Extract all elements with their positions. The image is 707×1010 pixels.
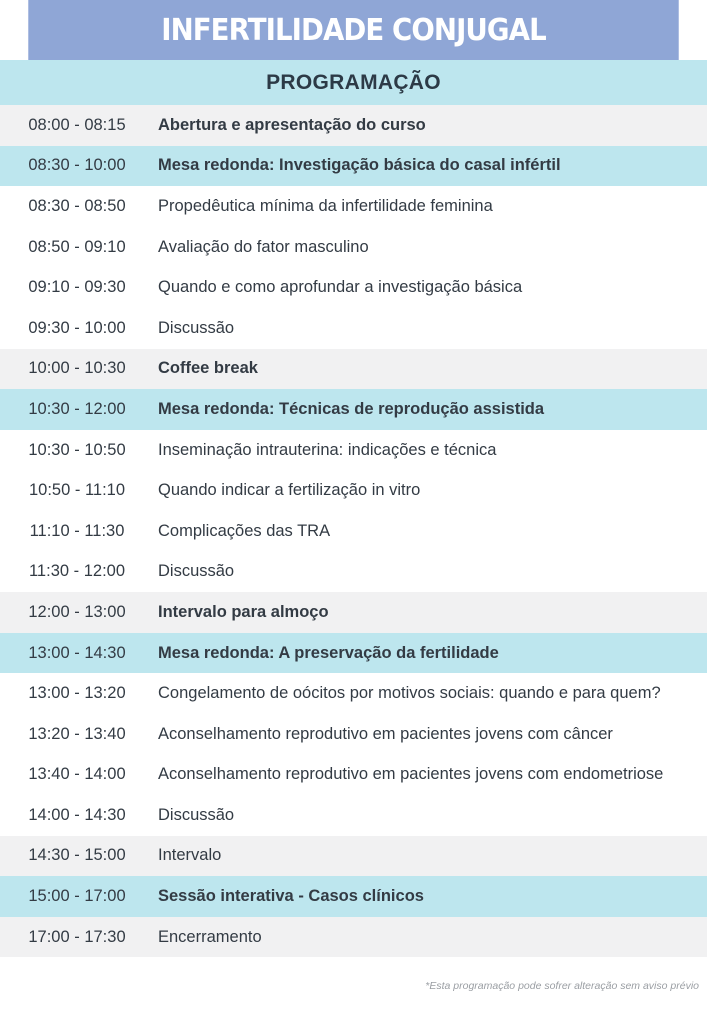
schedule-row [0,917,707,958]
schedule-label: Abertura e apresentação do curso [158,115,426,134]
schedule-label: Inseminação intrauterina: indicações e técnica [158,440,497,459]
schedule-time: 09:30 - 10:00 [28,318,126,337]
schedule-time: 10:00 - 10:30 [28,359,126,378]
schedule-label: Sessão interativa - Casos clínicos [158,887,424,906]
schedule-row [0,552,707,593]
schedule-row [0,592,707,633]
schedule-label: Avaliação do fator masculino [158,237,369,256]
schedule-label: Mesa redonda: Técnicas de reprodução assistida [158,399,545,418]
schedule-row [0,470,707,511]
schedule-label: Quando indicar a fertilização in vitro [158,481,421,500]
schedule-label: Congelamento de oócitos por motivos sociais: quando e para quem? [158,684,661,703]
schedule-label: Aconselhamento reprodutivo em pacientes jovens com endometriose [158,765,664,784]
schedule-label: Propedêutica mínima da infertilidade feminina [158,196,493,215]
schedule-time: 13:00 - 14:30 [28,643,126,662]
schedule-label: Intervalo [158,846,222,865]
schedule-label: Mesa redonda: Investigação básica do casal infértil [158,156,561,175]
schedule-time: 12:00 - 13:00 [28,602,126,621]
schedule-row [0,511,707,552]
schedule-row [0,186,707,227]
schedule-label: Discussão [158,562,235,581]
schedule-time: 17:00 - 17:30 [28,927,126,946]
schedule-time: 10:30 - 10:50 [28,440,126,459]
schedule-time: 08:30 - 10:00 [28,156,126,175]
schedule-row [0,308,707,349]
schedule-row [0,673,707,714]
page-title: INFERTILIDADE CONJUGAL [28,0,678,60]
schedule-label: Mesa redonda: A preservação da fertilidade [158,643,499,662]
schedule-time: 10:30 - 12:00 [28,399,126,418]
schedule-row [0,755,707,796]
schedule-row [0,267,707,308]
section-title: PROGRAMAÇÃO [0,60,707,105]
schedule-time: 13:40 - 14:00 [28,765,126,784]
schedule-time: 09:10 - 09:30 [28,278,126,297]
schedule-row [0,795,707,836]
schedule-row [0,105,707,146]
schedule-row [0,876,707,917]
schedule-row [0,430,707,471]
schedule-label: Quando e como aprofundar a investigação básica [158,278,523,297]
schedule-label: Aconselhamento reprodutivo em pacientes jovens com câncer [158,724,613,743]
schedule-row [0,714,707,755]
schedule-time: 08:00 - 08:15 [28,115,126,134]
schedule-label: Intervalo para almoço [158,602,329,621]
footnote: *Esta programação pode sofrer alteração sem aviso prévio [425,980,699,992]
schedule-row [0,836,707,877]
schedule-row [0,349,707,390]
schedule-label: Coffee break [158,359,258,378]
schedule-list [0,105,707,957]
schedule-label: Discussão [158,805,235,824]
schedule-time: 13:00 - 13:20 [28,684,126,703]
schedule-time: 13:20 - 13:40 [28,724,126,743]
schedule-time: 08:30 - 08:50 [28,196,126,215]
schedule-row [0,633,707,674]
schedule-row [0,146,707,187]
schedule-time: 08:50 - 09:10 [28,237,126,256]
schedule-time: 11:10 - 11:30 [29,521,125,540]
schedule-time: 15:00 - 17:00 [28,887,126,906]
schedule-time: 10:50 - 11:10 [28,481,126,500]
schedule-row [0,389,707,430]
schedule-label: Encerramento [158,927,262,946]
schedule-time: 14:30 - 15:00 [28,846,126,865]
schedule-row [0,227,707,268]
schedule-time: 14:00 - 14:30 [28,805,126,824]
schedule-time: 11:30 - 12:00 [28,562,126,581]
schedule-label: Discussão [158,318,235,337]
schedule-label: Complicações das TRA [158,521,331,540]
